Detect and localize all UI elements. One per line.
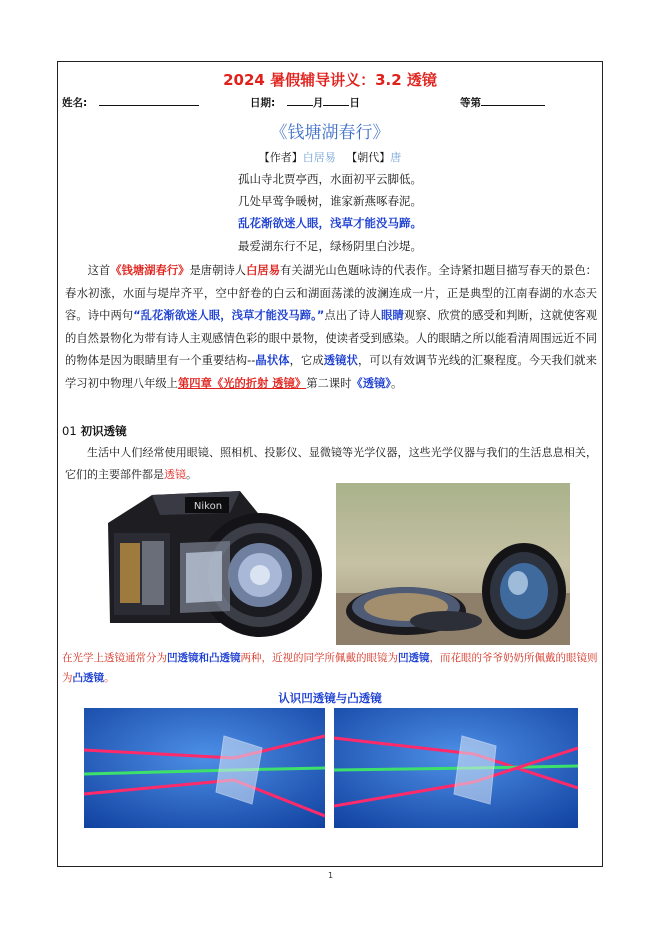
handout-title: 2024 暑假辅导讲义：3.2 透镜 — [223, 71, 437, 89]
date-field — [250, 95, 360, 110]
grade-field — [460, 95, 545, 110]
month-blank — [287, 95, 313, 106]
poem-ref: 《钱塘湖春行》 — [110, 264, 190, 277]
svg-text:Nikon: Nikon — [193, 501, 223, 512]
lens-shape: 透镜状 — [323, 354, 358, 368]
dynasty-name: 唐 — [390, 151, 402, 164]
convex-lens-rays-image — [334, 708, 578, 828]
grade-label: 等第 — [460, 97, 481, 109]
concave-lens-word: 凹透镜 — [398, 652, 430, 664]
poem-line: 孤山寺北贾亭西，水面初平云脚低。 — [238, 172, 422, 186]
poem-line: 最爱湖东行不足，绿杨阴里白沙堤。 — [238, 239, 422, 253]
lesson-ref: 《透镜》 — [351, 376, 391, 390]
day-label: 日 — [349, 97, 360, 109]
grade-blank — [481, 95, 545, 106]
poem-meta — [57, 149, 603, 165]
chapter-ref: 第四章《光的折射 透镜》 — [177, 376, 307, 390]
poem-title: 《钱塘湖春行》 — [270, 123, 390, 143]
section-title: 初识透镜 — [80, 424, 127, 438]
eye-highlight: 眼睛 — [381, 309, 404, 323]
author-key: 【作者】 — [258, 151, 303, 164]
poem-line: 几处早莺争暖树，谁家新燕啄春泥。 — [238, 194, 422, 208]
camera-cutaway-image — [90, 483, 328, 645]
crystalline-lens: 晶状体 — [255, 354, 290, 368]
lens-section-subtitle: 认识凹透镜与凸透镜 — [278, 691, 382, 705]
section-paragraph: 生活中人们经常使用眼镜、照相机、投影仪、显微镜等光学仪器，这些光学仪器与我们的生活息息相关，它们的主要部件都是透镜。 — [65, 446, 597, 481]
name-label: 姓名: — [62, 97, 88, 109]
dynasty-key: 【朝代】 — [346, 151, 391, 164]
lens-word: 透镜 — [164, 468, 186, 481]
month-label: 月 — [312, 97, 324, 109]
section-heading — [62, 423, 127, 439]
lenses-photo — [336, 483, 570, 645]
concave-lens-rays-image — [84, 708, 325, 828]
page-number: 1 — [327, 871, 334, 880]
section-number: 01 — [62, 424, 77, 438]
convex-lens-word: 凸透镜 — [72, 672, 104, 684]
quote-highlight: “乱花渐欲迷人眼，浅草才能没马蹄。” — [133, 309, 325, 323]
intro-paragraph: 这首《钱塘湖春行》是唐朝诗人白居易有关湖光山色题咏诗的代表作。全诗紧扣题目描写春天的景色：春水初涨，水面与堤岸齐平，空中舒卷的白云和湖面荡漾的波澜连成一片，正是典型的江南春湖的水态天容。诗中两句“乱花渐欲迷人眼，浅草才能没马蹄。”点出了诗人眼睛观察、欣赏的感受和判断，这就使客观的自然景物化为带有诗人主观感情色彩的眼中景物，使读者受到感染。人的眼睛之所以能看清周围远近不同的物体是因为眼睛里有一个重要结构--晶状体，它成透镜状，可以有效调节光线的汇聚程度。今天我们就来学习初中物理八年级上第四章《光的折射 透镜》第二课时《透镜》。 — [65, 264, 597, 390]
name-blank — [99, 95, 199, 106]
lens-types-note: 在光学上透镜通常分为凹透镜和凸透镜两种，近视的同学所佩戴的眼镜为凹透镜，而花眼的爷爷奶奶所佩戴的眼镜则为凸透镜。 — [62, 652, 598, 684]
poet-name: 白居易 — [246, 264, 281, 277]
name-field — [62, 95, 199, 110]
date-label: 日期: — [250, 97, 276, 109]
two-lens-types: 凹透镜和凸透镜 — [167, 652, 241, 664]
day-blank — [323, 95, 349, 106]
author-name: 白居易 — [302, 151, 336, 164]
poem-line-highlight: 乱花渐欲迷人眼，浅草才能没马蹄。 — [238, 216, 422, 230]
